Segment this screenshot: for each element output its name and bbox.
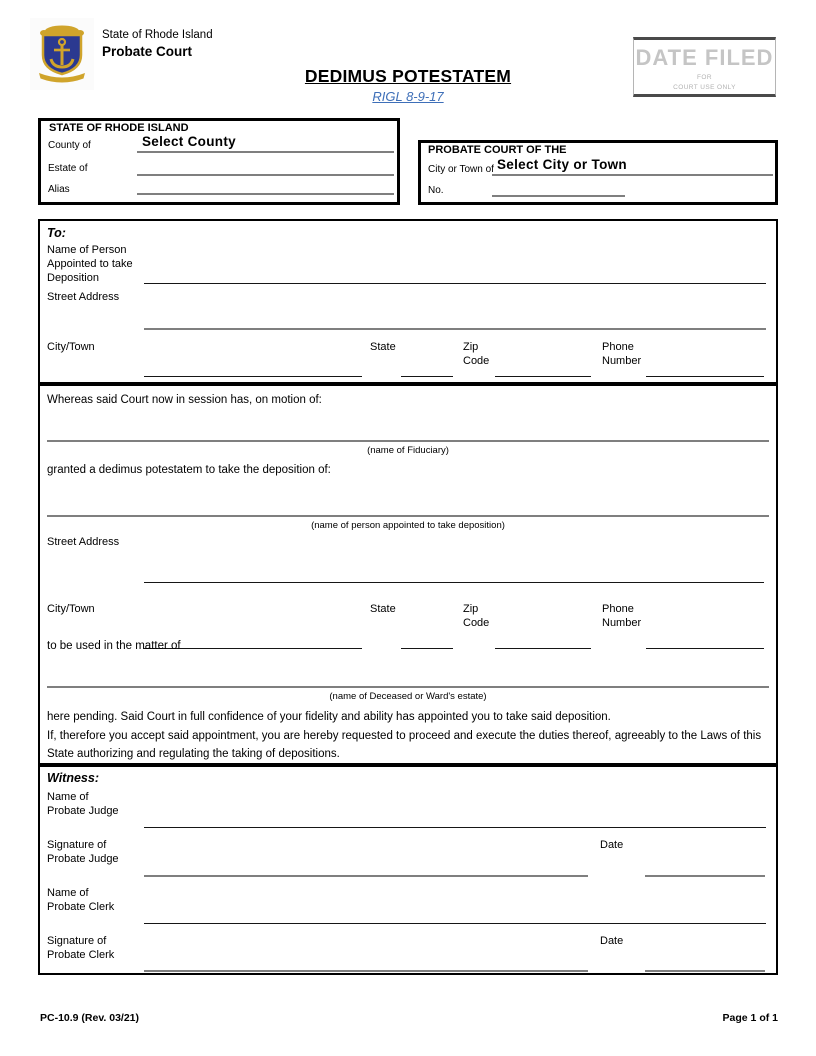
county-of-label: County of	[48, 140, 91, 151]
court-box-title: PROBATE COURT OF THE	[428, 144, 567, 156]
case-no-label: No.	[428, 185, 444, 196]
date-filed-box	[633, 37, 776, 97]
to-section-box	[38, 219, 778, 384]
dep-state-label: State	[370, 603, 396, 615]
to-phone-field[interactable]	[646, 376, 764, 377]
to-zip-label-l2: Code	[463, 355, 490, 367]
to-city-field[interactable]	[144, 376, 362, 377]
to-name-field[interactable]	[144, 283, 766, 284]
dep-phone-label-l1: Phone	[602, 603, 634, 615]
witness-section-box	[38, 765, 778, 975]
to-name-label-l3: Deposition	[47, 272, 99, 284]
dep-state-field[interactable]	[401, 648, 453, 649]
clerk-date-label: Date	[600, 935, 624, 947]
to-name-label-l2: Appointed to take	[47, 258, 133, 270]
alias-label: Alias	[48, 184, 70, 195]
estate-field[interactable]	[137, 174, 394, 176]
to-state-field[interactable]	[401, 376, 453, 377]
date-filed-watermark: DATE FILED	[635, 45, 774, 70]
to-street-field[interactable]	[144, 328, 766, 330]
to-zip-field[interactable]	[495, 376, 591, 377]
judge-sig-label-l2: Probate Judge	[47, 853, 119, 865]
judge-date-label: Date	[600, 839, 624, 851]
to-zip-label-l1: Zip	[463, 341, 479, 353]
court-info-box	[418, 140, 778, 205]
dep-street-label: Street Address	[47, 536, 120, 548]
to-city-label: City/Town	[47, 341, 95, 353]
county-select[interactable]: Select County	[142, 134, 236, 149]
court-use-note-line1: FOR	[697, 74, 712, 81]
fiduciary-name-field[interactable]	[47, 440, 769, 442]
matter-label: to be used in the matter of	[47, 640, 181, 652]
dep-zip-label-l2: Code	[463, 617, 490, 629]
estate-of-label: Estate of	[48, 163, 88, 174]
whereas-section-box	[38, 384, 778, 765]
deponent-name-field[interactable]	[47, 515, 769, 517]
dep-street-field[interactable]	[144, 582, 764, 583]
city-town-select[interactable]: Select City or Town	[497, 157, 627, 172]
granted-text: granted a dedimus potestatem to take the deposition of:	[47, 464, 331, 476]
clerk-name-label-l2: Probate Clerk	[47, 901, 115, 913]
clerk-sig-label-l2: Probate Clerk	[47, 949, 115, 961]
clerk-sig-label-l1: Signature of	[47, 935, 107, 947]
city-or-town-label: City or Town of	[428, 164, 494, 175]
county-field[interactable]	[137, 151, 394, 153]
statute-link[interactable]: RIGL 8-9-17	[372, 89, 444, 104]
case-number-field[interactable]	[492, 195, 625, 197]
dep-zip-label-l1: Zip	[463, 603, 479, 615]
estate-caption: (name of Deceased or Ward's estate)	[329, 691, 487, 702]
clerk-signature-field[interactable]	[144, 970, 588, 972]
judge-name-label-l1: Name of	[47, 791, 89, 803]
state-info-box	[38, 118, 400, 205]
footer-form-number: PC-10.9 (Rev. 03/21)	[40, 1012, 140, 1024]
court-name: Probate Court	[102, 44, 193, 59]
state-box-title: STATE OF RHODE ISLAND	[49, 122, 189, 134]
deponent-caption: (name of person appointed to take deposition)	[311, 520, 505, 531]
dep-phone-label-l2: Number	[602, 617, 642, 629]
clerk-date-field[interactable]	[645, 970, 765, 972]
judge-date-field[interactable]	[645, 875, 765, 877]
to-state-label: State	[370, 341, 396, 353]
clerk-name-field[interactable]	[144, 923, 766, 924]
whereas-intro: Whereas said Court now in session has, on motion of:	[47, 394, 322, 406]
to-street-label: Street Address	[47, 291, 120, 303]
agency-name: State of Rhode Island	[102, 29, 213, 41]
clerk-name-label-l1: Name of	[47, 887, 89, 899]
footer-page-number: Page 1 of 1	[722, 1012, 778, 1024]
to-phone-label-l1: Phone	[602, 341, 634, 353]
pending-text: here pending. Said Court in full confidence of your fidelity and ability has appointed you to take said deposition.	[47, 711, 611, 723]
judge-signature-field[interactable]	[144, 875, 588, 877]
form-title: DEDIMUS POTESTATEM	[304, 66, 512, 86]
matter-field[interactable]	[47, 686, 769, 688]
judge-sig-label-l1: Signature of	[47, 839, 107, 851]
therefore-text: If, therefore you accept said appointment, you are hereby requested to proceed and execute the duties thereof, agreeably to the Laws of this State authorizing and regulating the taking of depositions.	[47, 730, 762, 761]
dep-city-label: City/Town	[47, 603, 95, 615]
to-phone-label-l2: Number	[602, 355, 642, 367]
witness-heading: Witness:	[47, 771, 99, 785]
dep-phone-field[interactable]	[646, 648, 764, 649]
judge-name-field[interactable]	[144, 827, 766, 828]
fiduciary-caption: (name of Fiduciary)	[367, 445, 449, 456]
to-heading: To:	[47, 226, 66, 240]
alias-field[interactable]	[137, 193, 394, 195]
to-name-label-l1: Name of Person	[47, 244, 127, 256]
dep-zip-field[interactable]	[495, 648, 591, 649]
city-town-field[interactable]	[492, 174, 773, 176]
court-use-note-line2: COURT USE ONLY	[673, 83, 736, 91]
judge-name-label-l2: Probate Judge	[47, 805, 119, 817]
